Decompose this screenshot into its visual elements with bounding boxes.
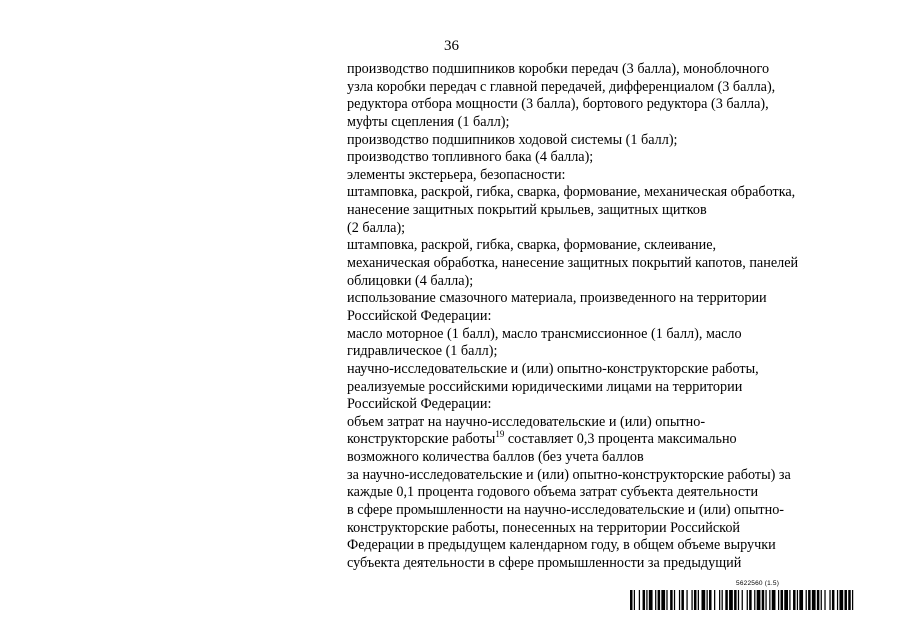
barcode-bar <box>808 590 811 610</box>
barcode-bar <box>769 590 770 610</box>
barcode-bar <box>649 590 653 610</box>
barcode-bar <box>729 590 733 610</box>
barcode-bar <box>738 590 739 610</box>
barcode-bar <box>709 590 712 610</box>
barcode-bar <box>701 590 705 610</box>
barcode-bar <box>817 590 820 610</box>
footnote-text-line <box>347 431 837 449</box>
text-line: каждые 0,1 процента годового объема затрат субъекта деятельности <box>347 484 759 501</box>
text-line: штамповка, раскрой, гибка, сварка, формование, склеивание, <box>347 237 717 254</box>
barcode-bar <box>734 590 737 610</box>
text-line: механическая обработка, нанесение защитных покрытий капотов, панелей <box>347 255 799 272</box>
text-line: нанесение защитных покрытий крыльев, защитных щитков <box>347 202 707 219</box>
barcode-bar <box>742 590 743 610</box>
barcode-bar <box>666 590 667 610</box>
text-line: производство топливного бака (4 балла); <box>347 149 594 166</box>
barcode-bar <box>747 590 748 610</box>
barcode-bar <box>852 590 853 610</box>
barcode-bar <box>778 590 779 610</box>
text-line: Российской Федерации: <box>347 396 492 413</box>
barcode-bar <box>799 590 803 610</box>
text-line: использование смазочного материала, произведенного на территории <box>347 290 767 307</box>
barcode-bar <box>772 590 776 610</box>
text-line: реализуемые российскими юридическими лицами на территории <box>347 378 743 395</box>
barcode-bar <box>698 590 699 610</box>
page-number: 36 <box>444 38 459 54</box>
text-line: редуктора отбора мощности (3 балла), бортового редуктора (3 балла), <box>347 96 769 113</box>
barcode-bar <box>784 590 788 610</box>
text-line: масло моторное (1 балл), масло трансмиссионное (1 балл), масло <box>347 325 742 342</box>
text-line: за научно-исследовательские и (или) опытно-конструкторские работы) за <box>347 466 791 483</box>
barcode-bar <box>714 590 715 610</box>
document-id: 5622560 (1.5) <box>736 580 780 587</box>
text-line: объем затрат на научно-исследовательские и (или) опытно- <box>347 413 706 430</box>
barcode-bar <box>670 590 673 610</box>
barcode-bar <box>812 590 816 610</box>
barcode-bar <box>630 590 633 610</box>
text-line: в сфере промышленности на научно-исследовательские и (или) опытно- <box>347 502 785 519</box>
footnote-line-after: составляет 0,3 процента максимально <box>504 431 737 448</box>
barcode-bar <box>707 590 708 610</box>
text-line: Федерации в предыдущем календарном году, в общем объеме выручки <box>347 537 776 554</box>
barcode-bar <box>781 590 784 610</box>
barcode-bar <box>722 590 723 610</box>
barcode-bar <box>719 590 720 610</box>
barcode-bar <box>757 590 761 610</box>
barcode-bar <box>694 590 697 610</box>
text-line: облицовки (4 балла); <box>347 272 474 289</box>
footnote-line-before: конструкторские работы <box>347 431 496 448</box>
barcode-bar <box>844 590 847 610</box>
barcode-image <box>630 590 857 610</box>
barcode-bar <box>839 590 843 610</box>
barcode-bar <box>646 590 647 610</box>
barcode-bar <box>789 590 790 610</box>
barcode-bar <box>829 590 830 610</box>
barcode-bar <box>754 590 755 610</box>
barcode-bar <box>691 590 692 610</box>
text-line: конструкторские работы, понесенных на территории Российской <box>347 519 741 536</box>
barcode-bar <box>686 590 687 610</box>
barcode-bar <box>762 590 765 610</box>
text-line: (2 балла); <box>347 219 406 236</box>
barcode-bar <box>681 590 684 610</box>
text-line: возможного количества баллов (без учета баллов <box>347 449 644 466</box>
barcode-bar <box>837 590 838 610</box>
text-line: узла коробки передач с главной передачей, дифференциалом (3 балла), <box>347 78 776 95</box>
barcode-bar <box>643 590 646 610</box>
footnote-marker[interactable]: 19 <box>495 429 505 440</box>
text-line: муфты сцепления (1 балл); <box>347 113 510 130</box>
barcode-bars <box>630 590 853 610</box>
barcode-bar <box>765 590 766 610</box>
barcode-bar <box>639 590 640 610</box>
text-line: производство подшипников коробки передач (3 балла), моноблочного <box>347 61 770 77</box>
barcode-bar <box>634 590 635 610</box>
text-line: Российской Федерации: <box>347 307 492 324</box>
barcode-bar <box>655 590 656 610</box>
barcode-bar <box>824 590 825 610</box>
text-line: научно-исследовательские и (или) опытно-конструкторские работы, <box>347 360 759 377</box>
barcode-bar <box>679 590 680 610</box>
barcode-bar <box>806 590 807 610</box>
barcode-bar <box>797 590 798 610</box>
text-line: штамповка, раскрой, гибка, сварка, формование, механическая обработка, <box>347 184 796 201</box>
text-line: производство подшипников ходовой системы (1 балл); <box>347 131 678 148</box>
barcode-bar <box>674 590 675 610</box>
text-line: элементы экстерьера, безопасности: <box>347 166 566 183</box>
barcode-bar <box>821 590 822 610</box>
barcode-bar <box>658 590 661 610</box>
barcode-bar <box>661 590 665 610</box>
barcode-bar <box>832 590 835 610</box>
barcode-bar <box>725 590 728 610</box>
text-line: гидравлическое (1 балл); <box>347 343 498 360</box>
barcode-bar <box>848 590 851 610</box>
text-line: субъекта деятельности в сфере промышленности за предыдущий <box>347 554 742 571</box>
barcode-bar <box>749 590 752 610</box>
barcode-bar <box>793 590 796 610</box>
document-body <box>347 61 837 573</box>
